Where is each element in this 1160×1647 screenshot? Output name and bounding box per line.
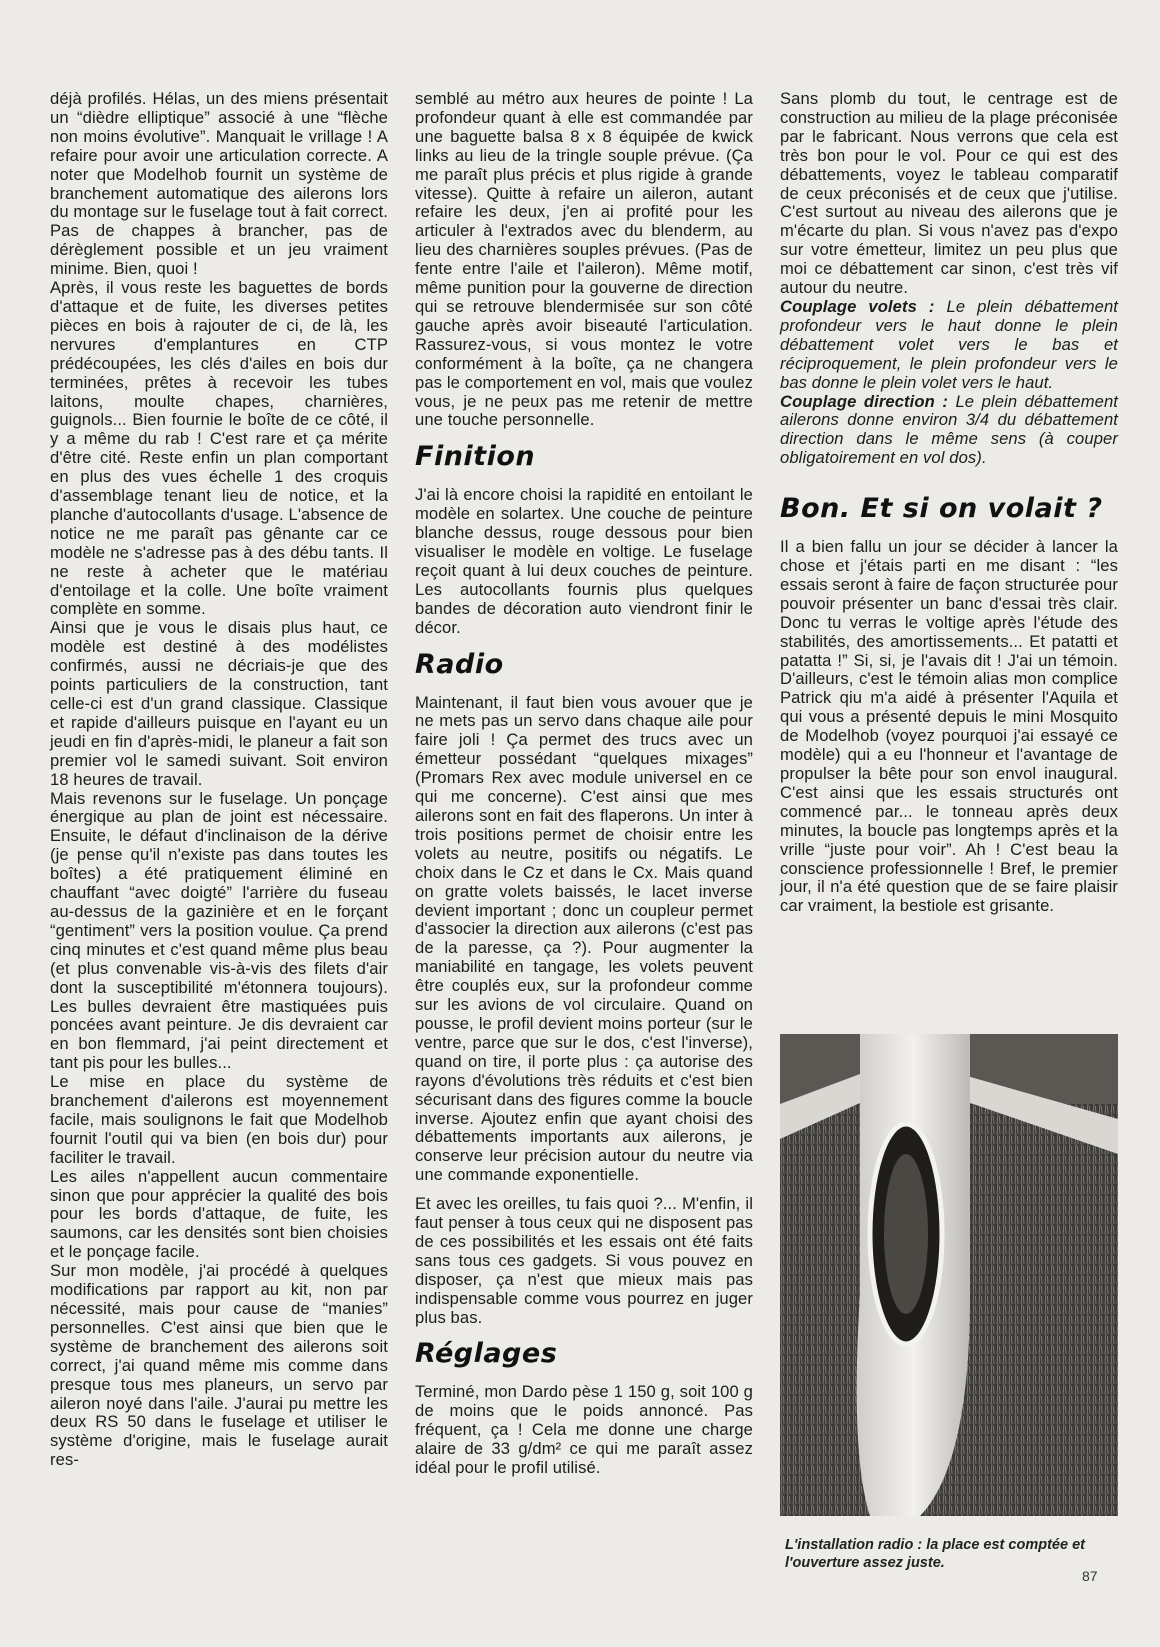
paragraph: Le mise en place du système de branchement d'ailerons est moyennement facile, mais soulignons le fait que Modelhob fournit l'outil qui va bien (en bois dur) pour faciliter le travail. [50, 1072, 388, 1167]
column-2 [415, 90, 753, 1478]
couplage-volets-label: Couplage volets : [780, 296, 935, 316]
section-heading-finition: Finition [415, 441, 536, 473]
paragraph: déjà profilés. Hélas, un des miens présentait un “dièdre elliptique” associé à une “flèche non moins évolutive”. Manquait le vrillage ! A refaire pour avoir une articulation correcte. A noter que Modelhob fournit un système de branchement automatique des ailerons lors du montage sur le fuselage tout à fait correct. Pas de chappes à brancher, pas de dérèglement possible et un jeu vraiment minime. Bien, quoi ! [50, 89, 388, 279]
paragraph: Mais revenons sur le fuselage. Un ponçage énergique au plan de joint est nécessaire. Ensuite, le défaut d'inclinaison de la dérive (je pense qu'il n'existe pas dans toutes les boîtes) a été pratiquement éliminé en chauffant “avec doigté” l'arrière du fuseau au-dessus de la gazinière et en le forçant “gentiment” vers la position voulue. Ça prend cinq minutes et c'est quand même plus beau (et plus convenable vis-à-vis des filets d'air dont la susceptibilité m'étonnera toujours). Les bulles devraient être mastiquées puis poncées avant peinture. Je dis devraient car en bon flemmard, j'ai peint directement et tant pis pour les bulles... [50, 788, 388, 1073]
couplage-volets-paragraph [780, 298, 1118, 393]
section-heading-radio: Radio [415, 648, 504, 680]
photo-illustration [780, 1034, 1118, 1516]
couplage-volets-text: Le plein débattement profondeur vers le haut donne le plein débattement volet vers le bas et réciproquement, le plein profondeur vers le bas donne le plein volet vers le haut. [780, 296, 1119, 392]
couplage-direction-paragraph [780, 393, 1118, 469]
section-heading-vol: Bon. Et si on volait ? [780, 493, 1103, 525]
paragraph: Maintenant, il faut bien vous avouer que je ne mets pas un servo dans chaque aile pour faire joli ! Ça permet des trucs avec un émetteur possédant “quelques mixages” (Promars Rex avec module universel en ce qui me concerne). C'est ainsi que mes ailerons sont en fait des flaperons. Un inter à trois positions permet de choisir entre les volets au neutre, positifs ou négatifs. Le choix dans le Cz et dans le Cx. Mais quand on gratte volets baissés, le lacet inverse devient important ; donc un coupleur permet d'associer la direction aux ailerons (c'est pas de la paresse, ça ?). Pour augmenter la maniabilité en tangage, les volets peuvent être couplés eux, sur la profondeur comme sur les avions de vol circulaire. Quand on pousse, le profil devient moins porteur (sur le ventre, parce que sur le dos, c'est l'inverse), quand on tire, il porte plus : ça autorise des rayons d'évolutions très réduits et c'est bien sécurisant dans des figures comme la boucle inverse. Ajoutez enfin que ayant choisi des débattements importants aux ailerons, je conserve leur précision autour du neutre via une commande exponentielle. [415, 692, 753, 1185]
paragraph: Les ailes n'appellent aucun commentaire sinon que pour apprécier la qualité des bois pour les bords d'attaque, de fuite, les saumons, car les densités sont bien choisies et le ponçage facile. [50, 1166, 388, 1262]
column-1 [50, 90, 388, 1470]
paragraph: Ainsi que je vous le disais plus haut, ce modèle est destiné à des modélistes confirmés, aussi ne décriais-je que des points particuliers de la construction, tant celle-ci est d'un grand classique. Classique et rapide d'ailleurs puisque en l'ayant eu un jeudi en fin d'après-midi, le planeur a fait son premier vol le samedi suivant. Soit environ 18 heures de travail. [50, 618, 388, 789]
paragraph: Et avec les oreilles, tu fais quoi ?... M'enfin, il faut penser à tous ceux qui ne disposent pas de ces possibilités et les essais ont été faits sans tous ces gadgets. Si vous pouvez en disposer, ça n'est que mieux mais pas indispensable comme vous pourrez en juger plus bas. [415, 1194, 753, 1327]
paragraph: semblé au métro aux heures de pointe ! La profondeur quant à elle est commandée par une baguette balsa 8 x 8 équipée de kwick links au lieu de la tringle souple prévue. (Ça me paraît plus précis et plus rigide à grande vitesse). Quitte à refaire un aileron, autant refaire les deux, j'en ai profité pour les articuler à l'extrados avec du blenderm, au lieu des charnières souples prévues. (Pas de fente entre l'aile et l'aileron). Même motif, même punition pour la gouverne de direction qui se retrouve blendermisée sur son côté gauche après avoir biseauté l'articulation. Rassurez-vous, si vous montez le votre conformément à la boîte, ça ne changera pas le comportement en vol, mais que voulez vous, je ne peux pas me retenir de mettre une touche personnelle. [415, 89, 753, 430]
paragraph: J'ai là encore choisi la rapidité en entoilant le modèle en solartex. Une couche de peinture blanche dessus, rouge dessous pour bien visualiser le modèle en voltige. Le fuselage reçoit quant à lui deux couches de peinture. Les autocollants fournis plus quelques bandes de décoration auto viendront finir le décor. [415, 485, 753, 637]
column-3 [780, 90, 1118, 916]
paragraph: Terminé, mon Dardo pèse 1 150 g, soit 100 g de moins que le poids annoncé. Pas fréquent, ça ! Cela me donne une charge alaire de 33 g/dm² ce qui me paraît assez idéal pour le profil utilisé. [415, 1382, 753, 1478]
page-number: 87 [1082, 1568, 1098, 1584]
paragraph: Sur mon modèle, j'ai procédé à quelques modifications par rapport au kit, non par nécessité, mais pour cause de “manies” personnelles. C'est ainsi que bien que le système de branchement des ailerons soit correct, j'ai quand même mis comme dans presque tous mes planeurs, un servo par aileron noyé dans l'aile. J'aurai pu mettre les deux RS 50 dans le fuselage et utiliser le système d'origine, mais le fuselage aurait res- [50, 1261, 388, 1470]
couplage-direction-text: Le plein débattement ailerons donne environ 3/4 du débattement direction dans le même sens (à couper obligatoirement en vol dos). [780, 391, 1118, 468]
photo-caption: L'installation radio : la place est comptée et l'ouverture assez juste. [785, 1537, 1085, 1571]
couplage-direction-label: Couplage direction : [780, 391, 948, 411]
paragraph: Sans plomb du tout, le centrage est de construction au milieu de la plage préconisée par le fabricant. Nous verrons que cela est très bon pour le vol. Pour ce qui est des débattements, voyez le tableau comparatif de ceux préconisés et de ceux que j'utilise. C'est surtout au niveau des ailerons que je m'écarte du plan. Si vous n'avez pas d'expo sur votre émetteur, limitez un peu plus que moi ce débattement car sinon, c'est très vif autour du neutre. [780, 89, 1118, 298]
section-heading-reglages: Réglages [415, 1338, 558, 1370]
paragraph: Il a bien fallu un jour se décider à lancer la chose et j'étais parti en me disant : “les essais seront à faire de façon structurée pour pouvoir présenter un banc d'essai très clair. Donc tu verras le voltige après l'étude des stabilités, des amortissements... Et patatti et patatta !” Si, si, je l'avais dit ! J'ai un témoin. D'ailleurs, c'est le témoin alias mon complice Patrick qiu m'a aidé à présenter l'Aquila et qui vous a présenté depuis le mini Mosquito de Modelhob (voyez pourquoi j'ai essayé ce modèle) qui a eu l'honneur et l'avantage de propulser la bête pour son envol inaugural. C'est ainsi que les essais structurés ont commencé par... le tonneau après deux minutes, la boucle pas longtemps après et la vrille “juste pour voir”. Ah ! C'est beau la conscience professionnelle ! Bref, le premier jour, il n'a été question que de se faire plaisir car vraiment, la bestiole est grisante. [780, 537, 1118, 916]
glider-cockpit-photo [780, 1034, 1118, 1516]
paragraph: Après, il vous reste les baguettes de bords d'attaque et de fuite, les diverses petites pièces en bois à rajouter de ci, de là, les nervures d'emplantures en CTP prédécoupées, les clés d'ailes en bois dur terminées, prêtes à recevoir les tubes laitons, moulte chapes, charnières, guignols... Bien fournie le boîte de ce côté, il y a même du rab ! C'est rare et ça mérite d'être cité. Reste enfin un plan comportant en plus des vues échelle 1 des croquis d'assemblage tenant lieu de notice, et la planche d'autocollants d'usage. L'absence de notice ne me paraît pas gênante car ce modèle ne s'adresse pas à des débu tants. Il ne reste à acheter que le matériau d'entoilage et la colle. Une boîte vraiment complète en somme. [50, 278, 388, 619]
